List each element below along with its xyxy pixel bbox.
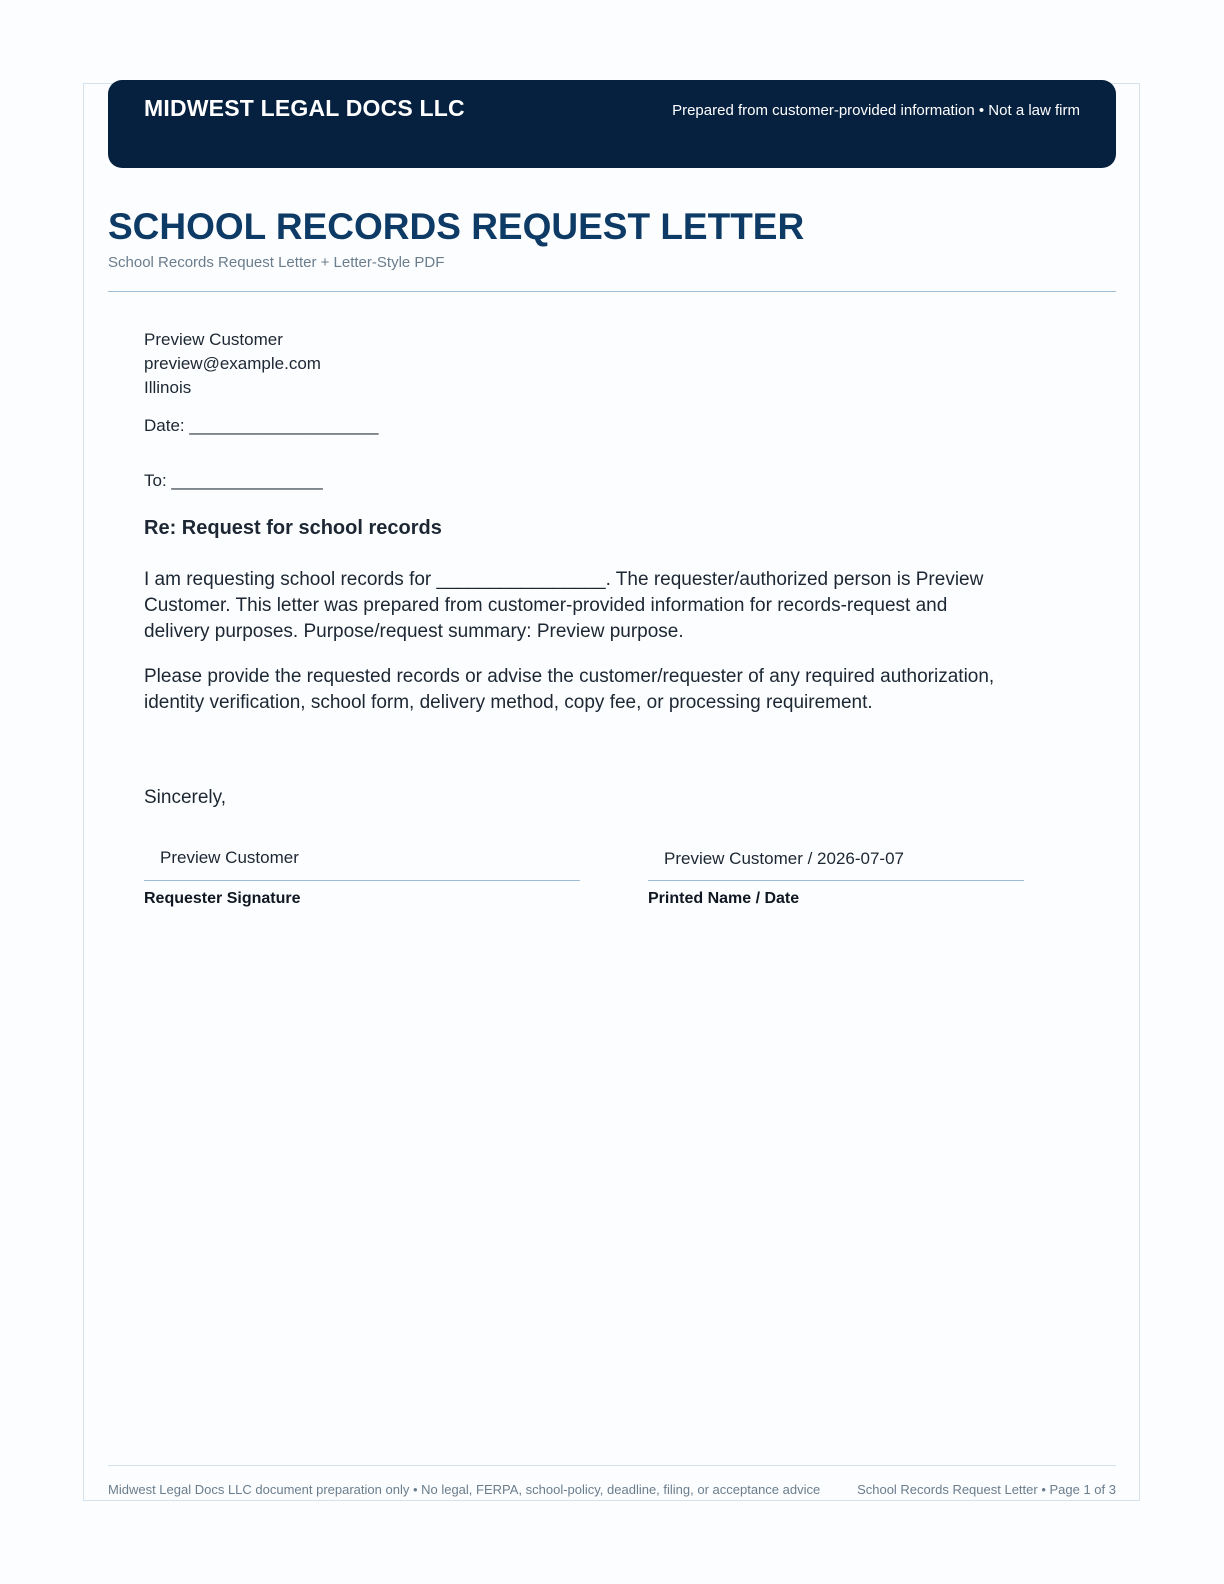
- sender-block: [144, 328, 321, 400]
- signature-value: Preview Customer: [160, 848, 299, 867]
- header-bar: [108, 80, 1116, 168]
- body-paragraph-1: I am requesting school records for ________________. The requester/authorized person is Preview Customer. This letter was prepared from customer-provided information for records-request and delivery purposes. Purpose/request summary: Preview purpose.: [144, 569, 984, 642]
- sender-name: Preview Customer: [144, 330, 283, 349]
- printed-name-value: Preview Customer / 2026-07-07: [664, 849, 905, 868]
- document-subtitle: School Records Request Letter + Letter-Style PDF: [108, 254, 445, 271]
- subject-line: Re: Request for school records: [144, 517, 442, 539]
- page-frame: [83, 83, 1140, 1501]
- footer-divider: [108, 1465, 1116, 1466]
- signature-line: [144, 880, 580, 881]
- footer-disclaimer: Midwest Legal Docs LLC document preparation only • No legal, FERPA, school-policy, deadline, filing, or acceptance advice: [108, 1482, 821, 1497]
- printed-name-label: Printed Name / Date: [648, 890, 800, 907]
- sender-state: Illinois: [144, 378, 192, 397]
- body-paragraph-2: Please provide the requested records or advise the customer/requester of any required authorization, identity verification, school form, delivery method, copy fee, or processing requirement.: [144, 666, 995, 713]
- title-divider: [108, 291, 1116, 292]
- closing: Sincerely,: [144, 787, 227, 808]
- date-field: Date: ____________________: [144, 416, 379, 435]
- footer-page-info: School Records Request Letter • Page 1 of 3: [857, 1482, 1116, 1497]
- document-title: SCHOOL RECORDS REQUEST LETTER: [108, 206, 805, 247]
- sender-email: preview@example.com: [144, 354, 321, 373]
- recipient-field: To: ________________: [144, 471, 323, 490]
- signature-label: Requester Signature: [144, 890, 301, 907]
- header-tagline: Prepared from customer-provided information • Not a law firm: [672, 102, 1080, 119]
- printed-name-line: [648, 880, 1024, 881]
- brand-name: MIDWEST LEGAL DOCS LLC: [144, 95, 465, 121]
